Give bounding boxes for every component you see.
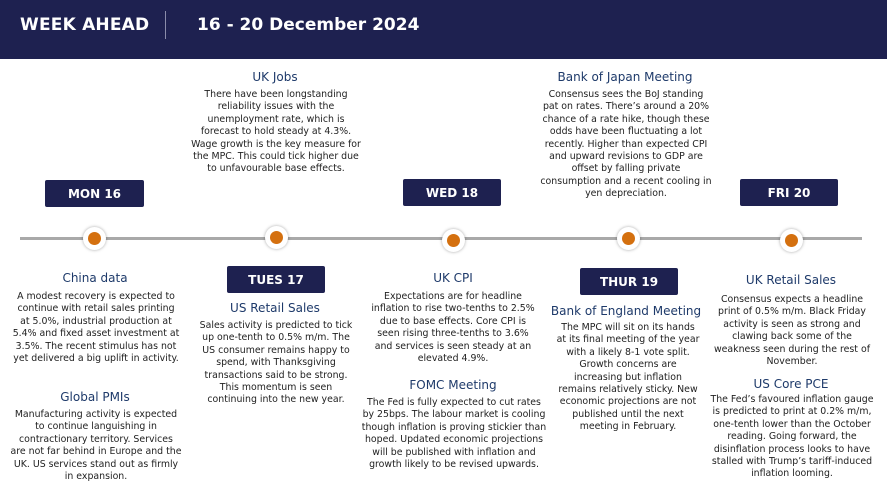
- header-label: WEEK AHEAD: [20, 15, 150, 35]
- us-retail-title: US Retail Sales: [230, 301, 320, 315]
- day-thur: THUR 19: [580, 268, 678, 295]
- header-dates: 16 - 20 December 2024: [197, 15, 420, 35]
- fomc-title: FOMC Meeting: [409, 378, 497, 392]
- us-core-pce-title: US Core PCE: [753, 377, 829, 391]
- boj-title: Bank of Japan Meeting: [557, 70, 693, 84]
- timeline-dot-thur: [617, 227, 640, 250]
- global-pmis-body: Manufacturing activity is expected to continue languishing in contractionary territory. Services are not far behind in Europe and the UK. US services stand out as firmly in expansion.: [10, 409, 182, 483]
- uk-jobs-title: UK Jobs: [252, 70, 298, 84]
- timeline-dot-tues: [265, 226, 288, 249]
- day-tues: TUES 17: [227, 266, 325, 293]
- day-fri: FRI 20: [740, 179, 838, 206]
- uk-cpi-body: Expectations are for headline inflation to rise two-tenths to 2.5% due to base effects. Core CPI is seen rising three-tenths to 3.6% and services is seen steady at an elevated 4.9%.: [371, 291, 535, 365]
- us-retail-body: Sales activity is predicted to tick up one-tenth to 0.5% m/m. The US consumer remains happy to spend, with Thanksgiving transactions said to be strong. This momentum is seen continuing into the new year.: [199, 320, 353, 406]
- china-data-title: China data: [62, 271, 128, 285]
- timeline-dot-wed: [442, 229, 465, 252]
- timeline-dot-fri: [780, 229, 803, 252]
- timeline-dot-mon: [83, 227, 106, 250]
- boj-body: Consensus sees the BoJ standing pat on rates. There’s around a 20% chance of a rate hike, though these odds have been fluctuating a lot recently. Higher than expected CPI and upward revisions to GDP are offset by falling private consumption and a recent cooling in yen depreciation.: [540, 89, 712, 200]
- china-data-body: A modest recovery is expected to continue with retail sales printing at 5.0%, industrial production at 5.4% and fixed asset investment at 3.5%. The recent stimulus has not yet delivered a big uplift in activity.: [12, 291, 180, 365]
- header-divider: [165, 11, 166, 39]
- boe-title: Bank of England Meeting: [550, 304, 702, 318]
- uk-jobs-body: There have been longstanding reliability issues with the unemployment rate, which is forecast to hold steady at 4.3%. Wage growth is the key measure for the MPC. This could tick higher due to unfavourable base effects.: [191, 89, 361, 175]
- header-banner: [0, 0, 887, 59]
- uk-retail-body: Consensus expects a headline print of 0.5% m/m. Black Friday activity is seen as strong and clawing back some of the weakness seen during the rest of November.: [714, 294, 870, 368]
- day-wed: WED 18: [403, 179, 501, 206]
- fomc-body: The Fed is fully expected to cut rates by 25bps. The labour market is cooling though inflation is proving stickier than hoped. Updated economic projections will be published with inflation and growth likely to be revised upwards.: [361, 397, 547, 471]
- boe-body: The MPC will sit on its hands at its final meeting of the year with a likely 8-1 vote split. Growth concerns are increasing but inflation remains relatively sticky. New economic projections are not published until the next meeting in February.: [556, 322, 700, 433]
- uk-retail-title: UK Retail Sales: [745, 273, 837, 287]
- global-pmis-title: Global PMIs: [60, 390, 130, 404]
- uk-cpi-title: UK CPI: [433, 271, 473, 285]
- us-core-pce-body: The Fed’s favoured inflation gauge is predicted to print at 0.2% m/m, one-tenth lower than the October reading. Going forward, the disinflation process looks to have stalled with Trump’s tariff-induced inflation looming.: [710, 394, 874, 480]
- timeline-line: [20, 237, 862, 240]
- day-mon: MON 16: [45, 180, 144, 207]
